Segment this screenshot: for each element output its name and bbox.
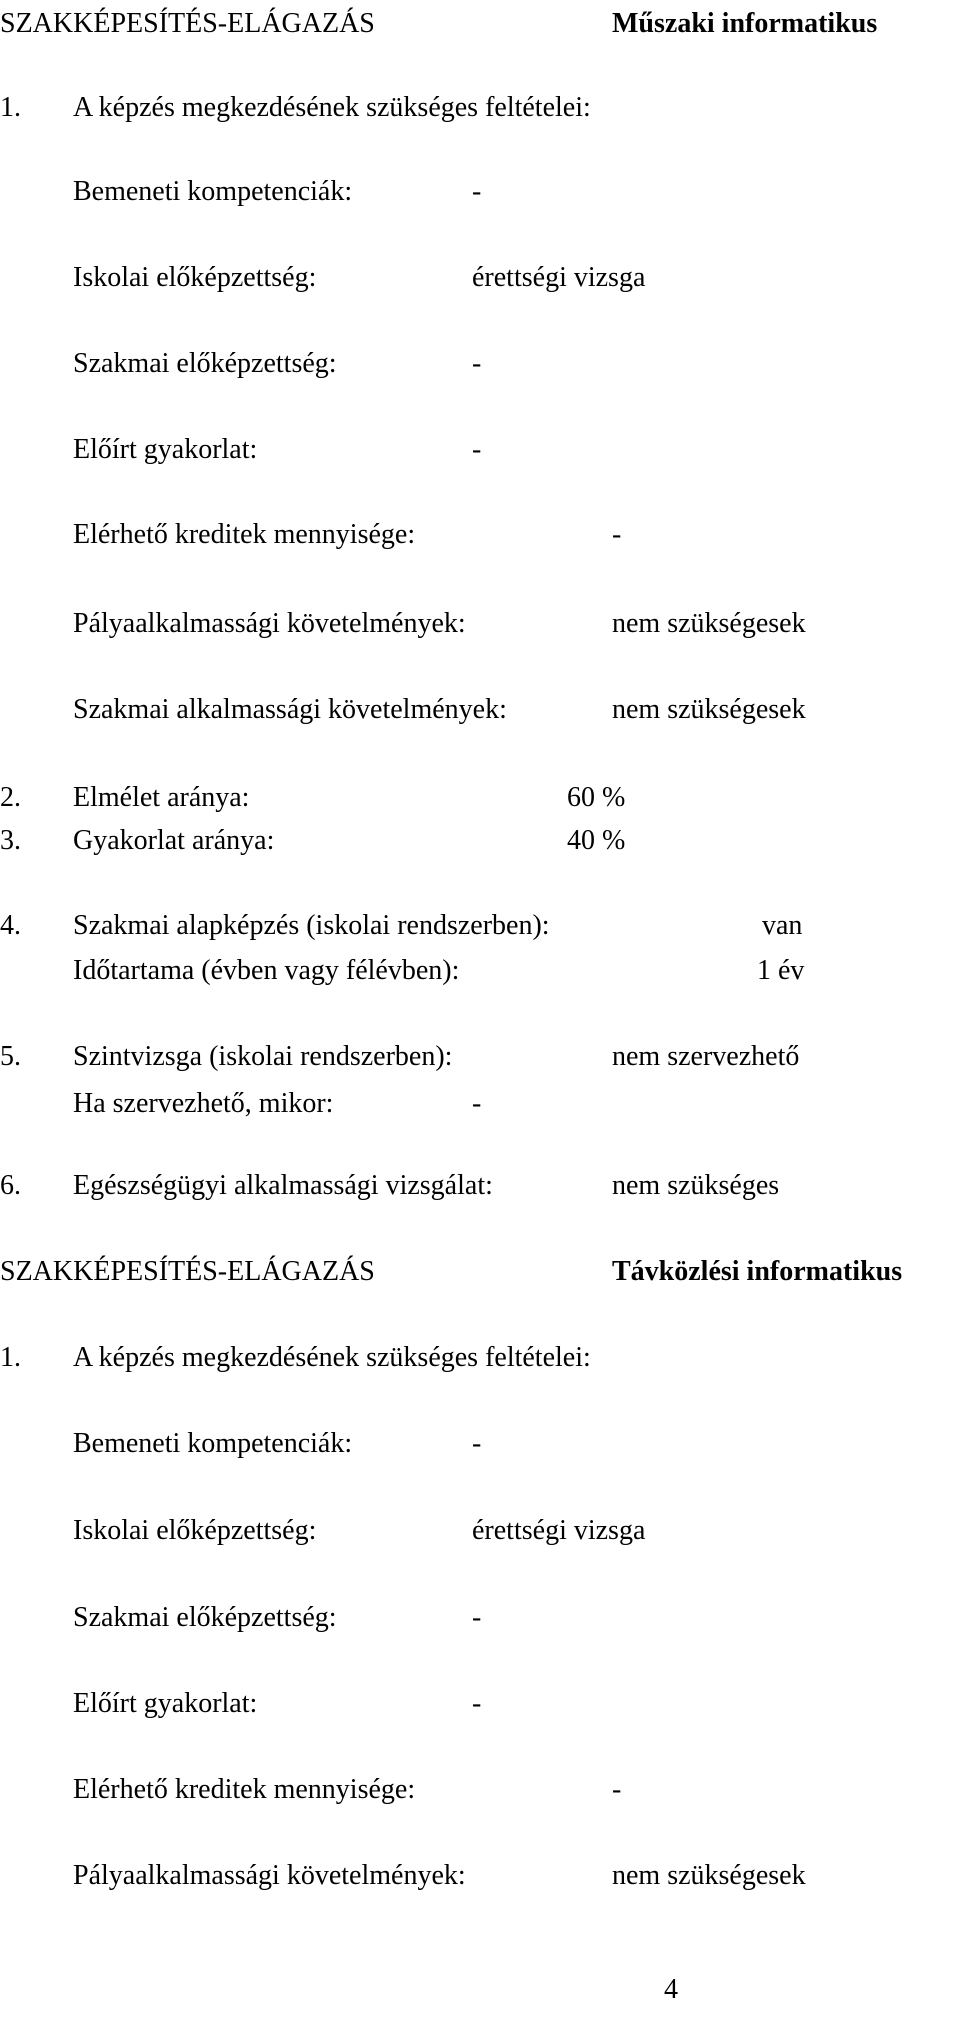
section2-row-value: érettségi vizsga <box>472 1515 646 1546</box>
section2-row-value: - <box>472 1428 482 1459</box>
section1-item5-number: 5. <box>0 1041 21 1072</box>
section2-heading: SZAKKÉPESÍTÉS-ELÁGAZÁS <box>0 1256 375 1287</box>
section1-row-value: nem szükségesek <box>612 608 806 639</box>
section2-heading-right: Távközlési informatikus <box>612 1256 903 1287</box>
section2-item1-number: 1. <box>0 1342 21 1373</box>
section1-item4-value: van <box>762 910 803 941</box>
section1-item5-label: Szintvizsga (iskolai rendszerben): <box>73 1041 453 1072</box>
section2-row-value: - <box>612 1774 622 1805</box>
section1-item5-value: nem szervezhető <box>612 1041 800 1072</box>
section1-item4-sub-label: Időtartama (évben vagy félévben): <box>73 955 460 986</box>
section1-row-label: Szakmai alkalmassági követelmények: <box>73 694 507 725</box>
section1-item2-number: 2. <box>0 782 21 813</box>
section2-item1-text: A képzés megkezdésének szükséges feltételei: <box>73 1342 591 1373</box>
section1-item1-number: 1. <box>0 92 21 123</box>
section1-item6-label: Egészségügyi alkalmassági vizsgálat: <box>73 1170 493 1201</box>
section1-row-value: nem szükségesek <box>612 694 806 725</box>
section2-row-value: - <box>472 1602 482 1633</box>
section2-row-label: Előírt gyakorlat: <box>73 1688 258 1719</box>
section2-row-label: Iskolai előképzettség: <box>73 1515 317 1546</box>
section1-item1-text: A képzés megkezdésének szükséges feltételei: <box>73 92 591 123</box>
section1-row-value: - <box>472 176 482 207</box>
section2-row-value: nem szükségesek <box>612 1860 806 1891</box>
section2-row-label: Elérhető kreditek mennyisége: <box>73 1774 416 1805</box>
section1-row-label: Elérhető kreditek mennyisége: <box>73 519 416 550</box>
section2-row-value: - <box>472 1688 482 1719</box>
section1-item3-label: Gyakorlat aránya: <box>73 825 275 856</box>
section1-row-label: Bemeneti kompetenciák: <box>73 176 353 207</box>
section1-item5-sub-value: - <box>472 1088 482 1119</box>
section1-item2-label: Elmélet aránya: <box>73 782 250 813</box>
section1-item3-value: 40 % <box>567 825 626 856</box>
section1-row-value: - <box>472 434 482 465</box>
section1-item6-number: 6. <box>0 1170 21 1201</box>
section1-item5-sub-label: Ha szervezhető, mikor: <box>73 1088 334 1119</box>
section1-row-label: Szakmai előképzettség: <box>73 348 337 379</box>
section1-heading-right: Műszaki informatikus <box>612 8 878 39</box>
section1-row-value: érettségi vizsga <box>472 262 646 293</box>
section1-row-label: Pályaalkalmassági követelmények: <box>73 608 466 639</box>
section1-item4-sub-value: 1 év <box>757 955 805 986</box>
section1-item3-number: 3. <box>0 825 21 856</box>
section1-row-label: Előírt gyakorlat: <box>73 434 258 465</box>
section1-heading: SZAKKÉPESÍTÉS-ELÁGAZÁS <box>0 8 375 39</box>
section2-row-label: Szakmai előképzettség: <box>73 1602 337 1633</box>
section2-row-label: Bemeneti kompetenciák: <box>73 1428 353 1459</box>
section1-item2-value: 60 % <box>567 782 626 813</box>
section1-row-label: Iskolai előképzettség: <box>73 262 317 293</box>
section1-item4-label: Szakmai alapképzés (iskolai rendszerben): <box>73 910 550 941</box>
section2-row-label: Pályaalkalmassági követelmények: <box>73 1860 466 1891</box>
section1-item6-value: nem szükséges <box>612 1170 780 1201</box>
section1-item4-number: 4. <box>0 910 21 941</box>
section1-row-value: - <box>612 519 622 550</box>
page-number: 4 <box>664 1974 678 2005</box>
section1-row-value: - <box>472 348 482 379</box>
